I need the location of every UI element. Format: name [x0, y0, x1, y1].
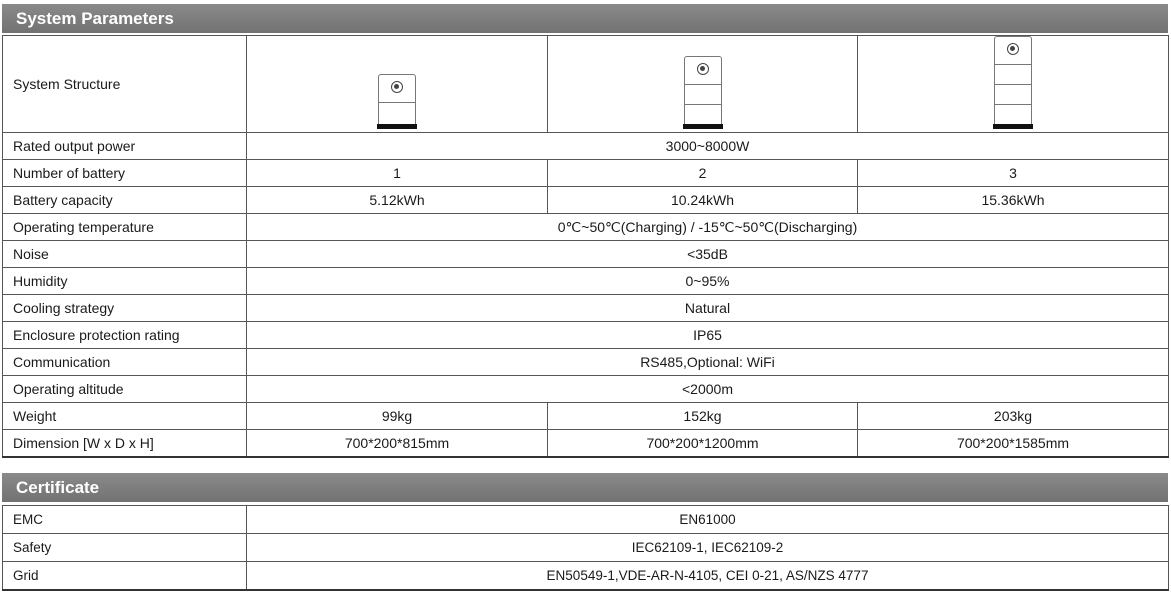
certificate-title: Certificate [16, 477, 100, 497]
cabinet-3-battery-icon [858, 36, 1168, 132]
table-row [3, 187, 1169, 214]
table-row [3, 430, 1169, 458]
row-value: Natural [247, 295, 1169, 322]
table-row [3, 534, 1169, 562]
table-row [3, 376, 1169, 403]
row-label: Rated output power [3, 133, 247, 160]
table-row [3, 562, 1169, 591]
certificate-table [2, 505, 1169, 591]
row-label: Weight [3, 403, 247, 430]
table-row [3, 403, 1169, 430]
table-row [3, 214, 1169, 241]
row-label: Dimension [W x D x H] [3, 430, 247, 458]
structure-2-battery-cell [548, 36, 858, 133]
system-structure-label: System Structure [3, 36, 247, 133]
row-value: 1 [247, 160, 548, 187]
row-value: 700*200*815mm [247, 430, 548, 458]
row-value: 0~95% [247, 268, 1169, 295]
table-row [3, 160, 1169, 187]
row-value: 700*200*1585mm [858, 430, 1169, 458]
row-value: 15.36kWh [858, 187, 1169, 214]
certificate-header [2, 473, 1168, 502]
row-label: Grid [3, 562, 247, 591]
row-value: EN50549-1,VDE-AR-N-4105, CEI 0-21, AS/NZS 4777 [247, 562, 1169, 591]
row-value: 2 [548, 160, 858, 187]
row-label: Noise [3, 241, 247, 268]
row-value: <35dB [247, 241, 1169, 268]
row-value: 203kg [858, 403, 1169, 430]
row-value: IP65 [247, 322, 1169, 349]
system-parameters-header [2, 4, 1168, 33]
row-label: Safety [3, 534, 247, 562]
row-label: Number of battery [3, 160, 247, 187]
row-label: Enclosure protection rating [3, 322, 247, 349]
row-label: Cooling strategy [3, 295, 247, 322]
table-row [3, 295, 1169, 322]
table-row [3, 322, 1169, 349]
system-parameters-title: System Parameters [16, 8, 174, 28]
row-value: 5.12kWh [247, 187, 548, 214]
row-value: EN61000 [247, 506, 1169, 534]
row-label: Operating temperature [3, 214, 247, 241]
row-label: Operating altitude [3, 376, 247, 403]
row-value: 10.24kWh [548, 187, 858, 214]
table-row [3, 268, 1169, 295]
row-label: Communication [3, 349, 247, 376]
row-value: 152kg [548, 403, 858, 430]
row-label: Humidity [3, 268, 247, 295]
cabinet-1-battery-icon [247, 36, 547, 132]
row-value: RS485,Optional: WiFi [247, 349, 1169, 376]
table-row [3, 133, 1169, 160]
row-value: 0℃~50℃(Charging) / -15℃~50℃(Discharging) [247, 214, 1169, 241]
row-value: 99kg [247, 403, 548, 430]
structure-3-battery-cell [858, 36, 1169, 133]
row-value: 700*200*1200mm [548, 430, 858, 458]
cabinet-2-battery-icon [548, 36, 857, 132]
row-value: 3000~8000W [247, 133, 1169, 160]
table-row [3, 36, 1169, 133]
table-row [3, 349, 1169, 376]
row-value: IEC62109-1, IEC62109-2 [247, 534, 1169, 562]
structure-1-battery-cell [247, 36, 548, 133]
table-row [3, 241, 1169, 268]
row-value: <2000m [247, 376, 1169, 403]
row-label: EMC [3, 506, 247, 534]
table-row [3, 506, 1169, 534]
system-parameters-table [2, 35, 1169, 458]
row-value: 3 [858, 160, 1169, 187]
row-label: Battery capacity [3, 187, 247, 214]
